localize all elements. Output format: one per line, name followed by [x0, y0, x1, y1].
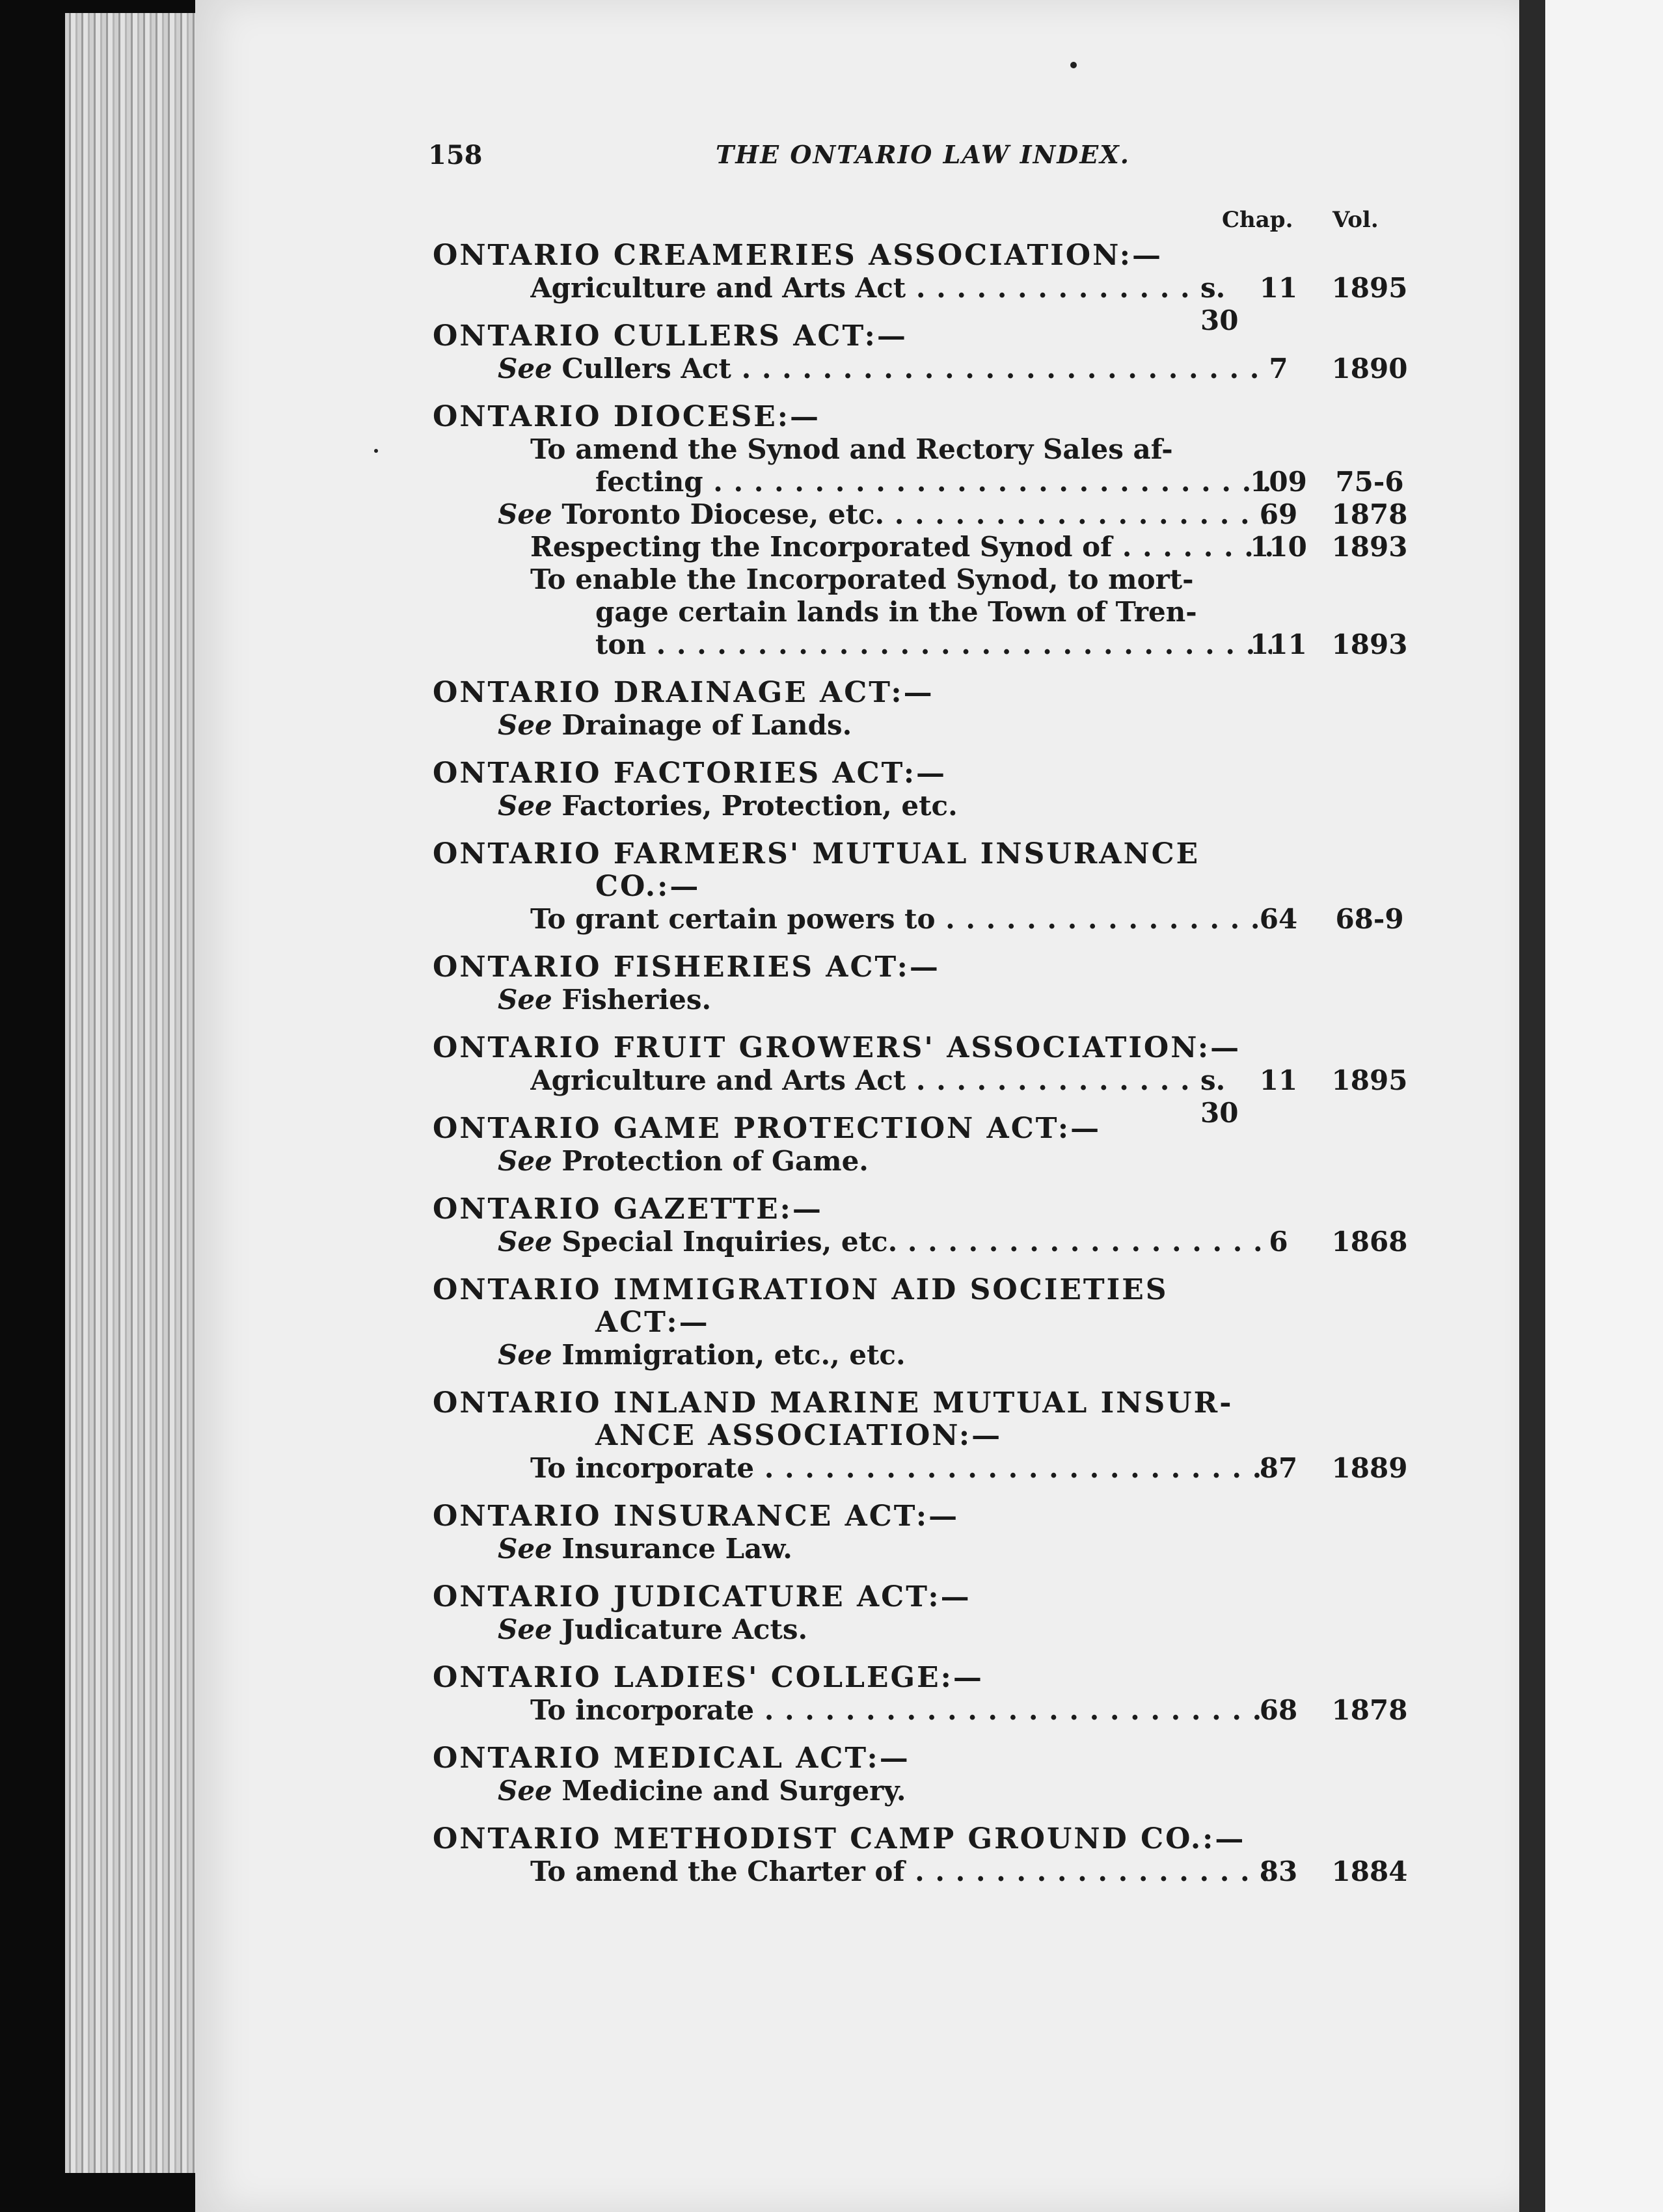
entry-line-text: Cullers Act	[561, 353, 731, 384]
entry-heading: ONTARIO FRUIT GROWERS' ASSOCIATION:—	[433, 1031, 1241, 1064]
entry-line-text: Toronto Diocese, etc.	[561, 498, 885, 530]
entry-line	[433, 596, 1623, 628]
entry-heading: ONTARIO INLAND MARINE MUTUAL INSUR-	[433, 1386, 1234, 1420]
entry-line-text-wrap	[530, 903, 1272, 936]
entry-line	[433, 709, 1623, 742]
entry-line-text-wrap	[498, 1613, 807, 1646]
entry-line-description	[530, 1452, 1272, 1485]
chapter-number: 64	[1259, 903, 1298, 935]
volume-year: 1868	[1331, 1226, 1408, 1258]
volume-year: 1895	[1331, 1064, 1408, 1096]
entry-heading: ONTARIO METHODIST CAMP GROUND CO.:—	[433, 1822, 1246, 1855]
entry-heading: ONTARIO FARMERS' MUTUAL INSURANCE	[433, 837, 1200, 870]
page-gutter-shadow	[1519, 0, 1545, 2212]
page-edge-stack	[65, 13, 215, 2173]
entry-line-text: To enable the Incorporated Synod, to mort-	[530, 563, 1194, 595]
entry-heading: ONTARIO FACTORIES ACT:—	[433, 757, 947, 790]
entry-line-text: ton	[595, 628, 646, 660]
section-reference: s. 30	[1200, 272, 1259, 337]
chapter-number: 83	[1259, 1855, 1298, 1887]
entry-line-text-wrap	[498, 984, 711, 1016]
column-header-vol: Vol.	[1332, 207, 1379, 233]
chapter-number: 69	[1259, 498, 1298, 530]
entry-line-text: fecting	[595, 466, 703, 498]
see-reference-label: See	[498, 1533, 552, 1565]
chapter-number: 68	[1259, 1694, 1298, 1726]
volume-year: 1893	[1331, 628, 1408, 660]
entry-line-text: Immigration, etc., etc.	[561, 1339, 906, 1371]
section-reference: s. 30	[1200, 1064, 1259, 1129]
entry-line	[433, 1613, 1623, 1646]
entry-line-description	[498, 1339, 1272, 1371]
see-reference-label: See	[498, 498, 552, 530]
entry-line-text-wrap	[498, 353, 1272, 385]
entry-line-text: To amend the Synod and Rectory Sales af-	[530, 433, 1173, 465]
index-entry	[433, 320, 1623, 385]
entry-heading: ONTARIO MEDICAL ACT:—	[433, 1742, 910, 1775]
entry-line-description	[530, 1855, 1272, 1888]
chapter-number: 109	[1250, 466, 1307, 498]
entry-line-text-wrap	[498, 498, 1272, 531]
chapter-number: 87	[1259, 1452, 1298, 1484]
volume-year: 1878	[1331, 1694, 1408, 1726]
entry-line-text-wrap	[530, 1855, 1272, 1888]
chapter-number: 111	[1250, 628, 1307, 660]
entry-line-description	[498, 353, 1272, 385]
entry-line	[433, 353, 1623, 385]
index-entry	[433, 1500, 1623, 1565]
entry-line-description	[595, 466, 1272, 498]
entry-line-description	[498, 498, 1272, 531]
see-reference-label: See	[498, 1613, 552, 1645]
entry-heading: ONTARIO DRAINAGE ACT:—	[433, 676, 934, 709]
entry-line-text-wrap	[530, 1694, 1272, 1727]
entry-line-description	[498, 790, 1272, 822]
entry-heading-continued: ANCE ASSOCIATION:—	[595, 1419, 1003, 1452]
entry-line-text-wrap	[498, 1226, 1272, 1258]
entry-line-text-wrap	[530, 433, 1173, 466]
index-entry	[433, 401, 1623, 661]
entry-line-description	[498, 709, 1272, 742]
entry-line-text: Factories, Protection, etc.	[561, 790, 958, 822]
index-entry	[433, 838, 1623, 936]
entry-line-description	[498, 1145, 1272, 1178]
entry-line-text: Respecting the Incorporated Synod of	[530, 531, 1113, 563]
entry-line-description	[498, 1533, 1272, 1565]
entry-heading: ONTARIO CREAMERIES ASSOCIATION:—	[433, 239, 1163, 272]
entry-line	[433, 1452, 1623, 1485]
entry-line	[433, 1533, 1623, 1565]
volume-year: 1878	[1331, 498, 1408, 530]
see-reference-label: See	[498, 353, 552, 384]
running-title: THE ONTARIO LAW INDEX.	[716, 140, 1130, 169]
index-entry	[433, 677, 1623, 742]
entry-line	[433, 903, 1623, 936]
index-entry	[433, 1823, 1623, 1888]
entry-heading-continued: ACT:—	[595, 1306, 710, 1339]
entry-line-text: To grant certain powers to	[530, 903, 936, 935]
chapter-number: 6	[1269, 1226, 1288, 1258]
index-entry	[433, 1581, 1623, 1646]
running-header	[195, 140, 1519, 179]
entry-line-description	[530, 272, 1204, 304]
entry-line	[433, 1339, 1623, 1371]
facing-page-edge	[1545, 0, 1663, 2212]
volume-year: 1889	[1331, 1452, 1408, 1484]
entry-line-text-wrap	[595, 596, 1197, 628]
see-reference-label: See	[498, 1339, 552, 1371]
see-reference-label: See	[498, 709, 552, 741]
entry-line-text: Judicature Acts.	[561, 1613, 808, 1645]
entry-line-description	[530, 903, 1272, 936]
entry-heading: ONTARIO IMMIGRATION AID SOCIETIES	[433, 1273, 1169, 1306]
volume-year: 1895	[1331, 272, 1408, 304]
volume-year: 68-9	[1335, 903, 1404, 935]
volume-year: 1890	[1331, 353, 1408, 384]
index-entry	[433, 1387, 1623, 1485]
entry-line-description	[498, 1226, 1272, 1258]
index-entry	[433, 757, 1623, 822]
entry-line-text: gage certain lands in the Town of Tren-	[595, 596, 1197, 628]
entry-line	[433, 1775, 1623, 1807]
entry-line-text-wrap	[498, 1145, 869, 1178]
entry-line-text: Insurance Law.	[561, 1533, 792, 1565]
entry-line-text-wrap	[498, 1775, 906, 1807]
index-entry	[433, 951, 1623, 1016]
scan-speck	[374, 449, 378, 453]
see-reference-label: See	[498, 1226, 552, 1258]
entry-line	[433, 1145, 1623, 1178]
entry-line-text-wrap	[530, 531, 1272, 563]
entry-line-text: Medicine and Surgery.	[561, 1775, 906, 1807]
entry-line-description	[498, 984, 1272, 1016]
index-entry	[433, 1662, 1623, 1727]
entry-line-description	[530, 563, 1272, 596]
entry-line-text-wrap	[595, 628, 1272, 661]
entry-line-text: To incorporate	[530, 1694, 755, 1726]
index-entry	[433, 1113, 1623, 1178]
chapter-number: 7	[1269, 353, 1288, 384]
entry-line	[433, 1694, 1623, 1727]
entry-line-description	[530, 531, 1272, 563]
page-number: 158	[428, 140, 483, 170]
volume-year: 75-6	[1335, 466, 1404, 498]
entry-line	[433, 1226, 1623, 1258]
entry-line	[433, 984, 1623, 1016]
entry-heading: ONTARIO LADIES' COLLEGE:—	[433, 1661, 984, 1694]
entry-heading: ONTARIO GAME PROTECTION ACT:—	[433, 1112, 1102, 1145]
scan-speck	[1070, 62, 1077, 68]
volume-year: 1884	[1331, 1855, 1408, 1887]
index-entry	[433, 1742, 1623, 1807]
volume-year: 1893	[1331, 531, 1408, 563]
entry-line-text: Agriculture and Arts Act	[530, 1064, 906, 1096]
entry-line-description	[498, 1613, 1272, 1646]
entry-heading: ONTARIO INSURANCE ACT:—	[433, 1500, 960, 1533]
entry-line-text: Protection of Game.	[561, 1145, 869, 1177]
index-entry	[433, 1193, 1623, 1258]
see-reference-label: See	[498, 1775, 552, 1807]
entry-line-text: Fisheries.	[561, 984, 712, 1016]
entry-line-text-wrap	[498, 1533, 792, 1565]
entry-heading: ONTARIO JUDICATURE ACT:—	[433, 1580, 971, 1613]
entry-line-description	[595, 596, 1272, 628]
index-entries	[433, 239, 1623, 1904]
entry-line-description	[595, 628, 1272, 661]
chapter-number: 11	[1259, 272, 1298, 304]
entry-line-text: Drainage of Lands.	[561, 709, 852, 741]
entry-line-text-wrap	[595, 466, 1272, 498]
entry-heading: ONTARIO GAZETTE:—	[433, 1193, 823, 1226]
book-page	[195, 0, 1519, 2212]
entry-line-text-wrap	[530, 272, 1204, 304]
entry-line-text: To incorporate	[530, 1452, 755, 1484]
entry-line	[433, 433, 1623, 466]
see-reference-label: See	[498, 790, 552, 822]
entry-line-text: Special Inquiries, etc.	[561, 1226, 898, 1258]
column-header-chap: Chap.	[1222, 207, 1293, 233]
entry-line-text-wrap	[530, 1064, 1204, 1097]
entry-line-description	[498, 1775, 1272, 1807]
entry-heading: ONTARIO FISHERIES ACT:—	[433, 951, 940, 984]
see-reference-label: See	[498, 1145, 552, 1177]
entry-line-text-wrap	[498, 1339, 906, 1371]
entry-line	[433, 466, 1623, 498]
entry-line-description	[530, 1694, 1272, 1727]
entry-heading: ONTARIO DIOCESE:—	[433, 400, 820, 433]
entry-line	[433, 1855, 1623, 1888]
index-entry	[433, 1274, 1623, 1371]
see-reference-label: See	[498, 984, 552, 1016]
entry-line	[433, 498, 1623, 531]
entry-line-text-wrap	[530, 563, 1194, 596]
entry-line-text-wrap	[498, 709, 852, 742]
entry-line-description	[530, 1064, 1204, 1097]
entry-line	[433, 790, 1623, 822]
entry-heading-continued: CO.:—	[595, 870, 701, 903]
entry-line	[433, 563, 1623, 596]
entry-heading: ONTARIO CULLERS ACT:—	[433, 319, 908, 353]
entry-line-text-wrap	[530, 1452, 1272, 1485]
entry-line	[433, 628, 1623, 661]
entry-line-text: Agriculture and Arts Act	[530, 272, 906, 304]
entry-line-description	[530, 433, 1272, 466]
entry-line-text-wrap	[498, 790, 958, 822]
chapter-number: 11	[1259, 1064, 1298, 1096]
entry-line-text: To amend the Charter of	[530, 1855, 905, 1887]
chapter-number: 110	[1250, 531, 1307, 563]
entry-line	[433, 531, 1623, 563]
